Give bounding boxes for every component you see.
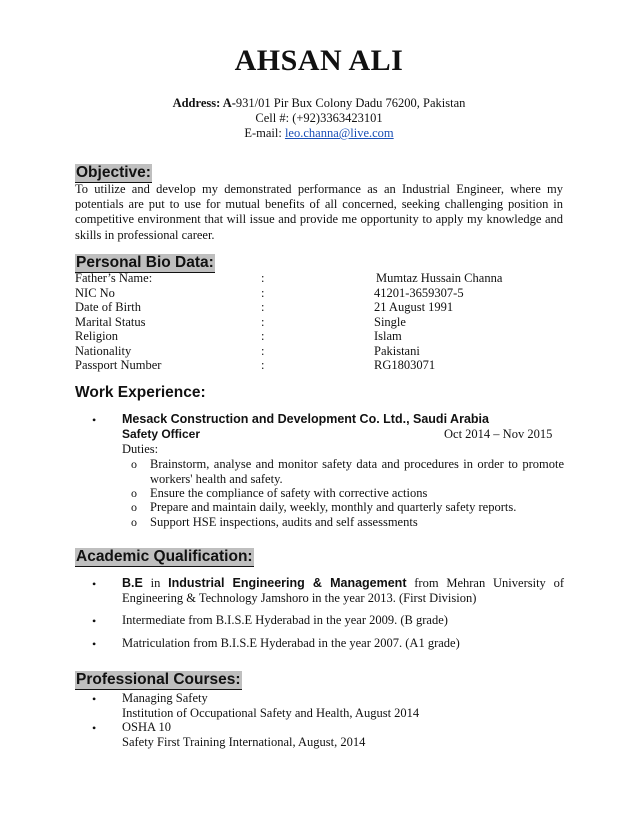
sub-bullet: o (131, 500, 137, 514)
course-detail: Institution of Occupational Safety and Health, August 2014 (122, 706, 420, 720)
courses-heading: Professional Courses: (76, 671, 241, 688)
objective-heading: Objective: (76, 164, 151, 181)
bio-row (75, 300, 565, 315)
bio-label: Religion (75, 329, 119, 343)
bio-row (75, 329, 565, 344)
bio-row (75, 286, 565, 301)
bio-label: Passport Number (75, 358, 162, 372)
sub-bullet: o (131, 515, 137, 529)
bio-colon: : (261, 286, 265, 300)
duty-item: Ensure the compliance of safety with corrective actions (150, 486, 428, 500)
academic-item: Matriculation from B.I.S.E Hyderabad in the year 2007. (A1 grade) (122, 636, 460, 650)
course-title: Managing Safety (122, 691, 208, 705)
academic-text: in (142, 576, 169, 590)
bio-label: Date of Birth (75, 300, 141, 314)
bio-row (75, 315, 565, 330)
bio-colon: : (261, 271, 265, 285)
bio-colon: : (261, 344, 265, 358)
duties-label: Duties: (122, 442, 159, 456)
course-detail: Safety First Training International, August, 2014 (122, 735, 366, 749)
cell-line: Cell #: (+92)3363423101 (255, 111, 383, 125)
bullet: • (92, 692, 97, 706)
bullet: • (92, 721, 97, 735)
address-line (0, 96, 638, 111)
objective-text: To utilize and develop my demonstrated performance as an Industrial Engineer, where my potentials are put to use for mutual benefits of all concerned, seeking challenging position in competitive environment that will issue and provide me opportunity to apply my knowledge and skills in professional career. (75, 182, 563, 242)
address-value: 931/01 Pir Bux Colony Dadu 76200, Pakistan (235, 96, 466, 110)
bio-label: Nationality (75, 344, 132, 358)
email-label: E-mail: (244, 126, 282, 140)
bullet: • (92, 413, 97, 427)
candidate-name: AHSAN ALI (234, 44, 404, 77)
bio-label: Father’s Name: (75, 271, 153, 285)
academic-text: from Mehran University of Engineering & Technology Jamshoro in the year 2013. (First Division) (122, 576, 564, 605)
academic-item (122, 576, 564, 606)
bio-label: NIC No (75, 286, 115, 300)
bullet: • (92, 614, 97, 628)
bio-colon: : (261, 315, 265, 329)
academic-heading: Academic Qualification: (76, 548, 253, 565)
bio-value: RG1803071 (374, 358, 436, 372)
bullet: • (92, 637, 97, 651)
degree-field: Industrial Engineering & Management (168, 576, 407, 590)
bio-value: Single (374, 315, 406, 329)
academic-item: Intermediate from B.I.S.E Hyderabad in the year 2009. (B grade) (122, 613, 448, 627)
course-title: OSHA 10 (122, 720, 171, 734)
duty-item: Brainstorm, analyse and monitor safety data and procedures in order to promote workers' health and safety. (150, 457, 564, 486)
sub-bullet: o (131, 486, 137, 500)
bio-row (75, 271, 565, 286)
bio-value: Mumtaz Hussain Channa (376, 271, 503, 285)
duty-item: Prepare and maintain daily, weekly, monthly and quarterly safety reports. (150, 500, 517, 514)
bio-heading: Personal Bio Data: (76, 254, 214, 271)
job-period: Oct 2014 – Nov 2015 (444, 427, 553, 441)
email-line (0, 126, 638, 141)
bio-colon: : (261, 358, 265, 372)
sub-bullet: o (131, 457, 137, 471)
bio-value: 41201-3659307-5 (374, 286, 464, 300)
bio-label: Marital Status (75, 315, 146, 329)
bio-row (75, 358, 565, 373)
bio-row (75, 344, 565, 359)
address-label: Address: A- (172, 96, 236, 110)
email-link[interactable]: leo.channa@live.com (284, 126, 394, 140)
bio-colon: : (261, 329, 265, 343)
bio-colon: : (261, 300, 265, 314)
duty-item: Support HSE inspections, audits and self assessments (150, 515, 418, 529)
bio-value: Pakistani (374, 344, 420, 358)
work-heading: Work Experience: (75, 384, 206, 401)
bullet: • (92, 577, 97, 591)
bio-value: 21 August 1991 (374, 300, 454, 314)
degree: B.E (122, 576, 143, 590)
company-name: Mesack Construction and Development Co. Ltd., Saudi Arabia (122, 412, 489, 426)
job-role: Safety Officer (122, 427, 201, 441)
bio-value: Islam (374, 329, 402, 343)
